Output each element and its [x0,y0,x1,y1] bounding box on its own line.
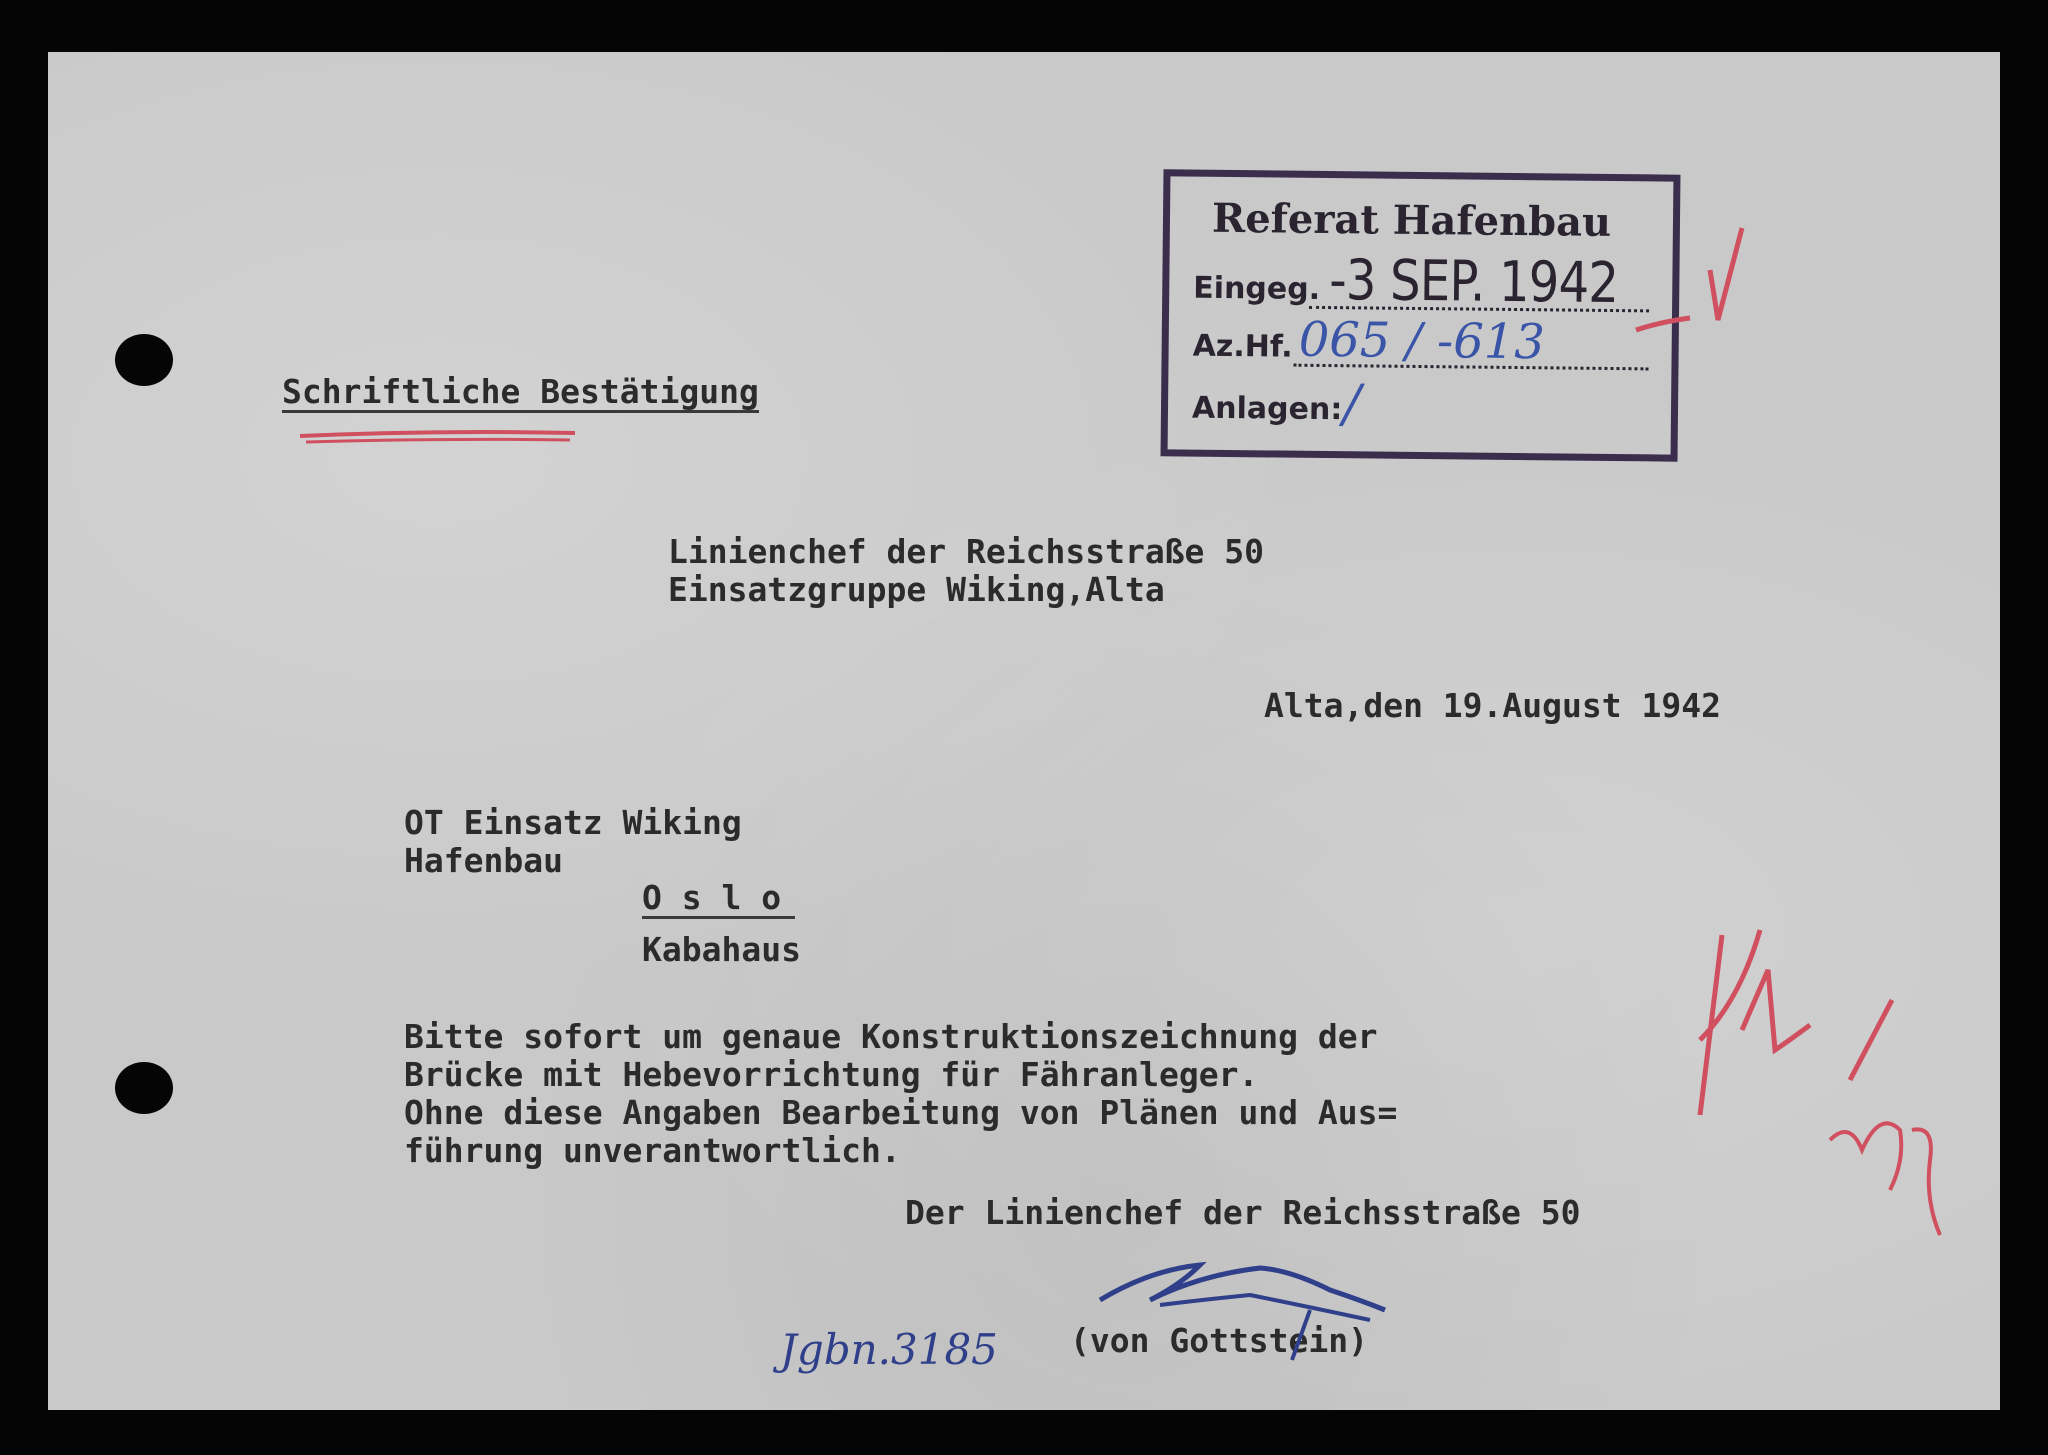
recipient-line-4: Kabahaus [642,930,801,969]
letter-heading: Schriftliche Bestätigung [282,372,759,411]
sender-line-1: Linienchef der Reichsstraße 50 [668,532,1265,571]
date-line: Alta,den 19.August 1942 [1264,686,1721,725]
stamp-received-label: Eingeg. [1193,270,1321,307]
red-date-mark [1830,1123,1940,1235]
red-check-mark [1710,228,1742,320]
red-initials [1700,930,1810,1115]
red-underline-2 [306,439,570,442]
stamp-attachments-value: / [1342,374,1361,435]
body-line-1: Bitte sofort um genaue Konstruktionszeichnung der [404,1017,1378,1056]
recipient-line-1: OT Einsatz Wiking [404,803,742,842]
body-line-3: Ohne diese Angaben Bearbeitung von Plänen und Aus= [404,1093,1398,1132]
signature-underline [1160,1295,1370,1320]
body-line-2: Brücke mit Hebevorrichtung für Fähranleger. [404,1055,1259,1094]
red-dash-mark [1636,318,1690,330]
stamp-az-label: Az.Hf. [1192,328,1293,365]
stamp-title: Referat Hafenbau [1211,194,1612,246]
signature-scribble [1100,1265,1385,1310]
body-line-4: führung unverantwortlich. [404,1131,901,1170]
signatory-name: (von Gottstein) [1070,1321,1369,1360]
signature-tail [1292,1310,1310,1360]
recipient-city: O s l o [642,880,795,919]
red-slash [1850,1000,1892,1080]
stamp-az-value: 065 / -613 [1298,311,1546,371]
stamp-attachments-label: Anlagen: [1191,390,1343,428]
red-underline-1 [300,432,575,436]
recipient-line-2: Hafenbau [404,841,563,880]
sender-line-2: Einsatzgruppe Wiking,Alta [668,570,1165,609]
closing-line: Der Linienchef der Reichsstraße 50 [905,1193,1581,1232]
journal-note: Jgbn.3185 [780,1325,998,1374]
stamp-received-date: -3 SEP. 1942 [1329,248,1619,317]
